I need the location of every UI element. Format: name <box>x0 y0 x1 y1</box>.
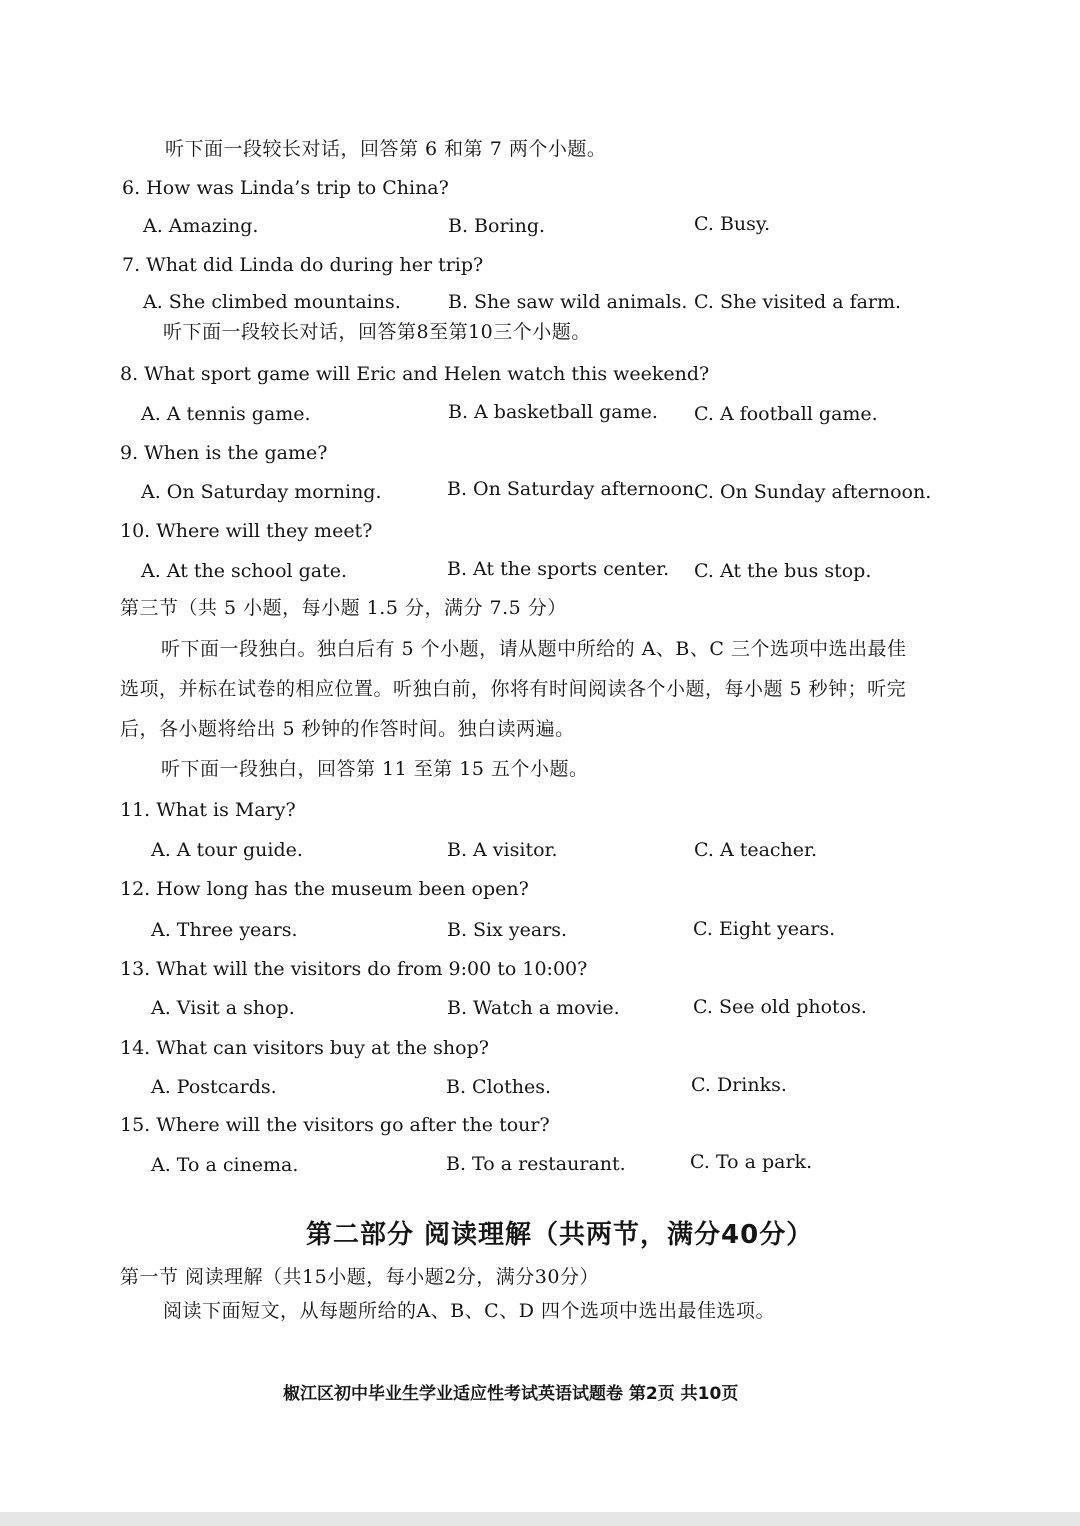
question-15-option-a: A. To a cinema. <box>151 1154 299 1176</box>
part-2-title: 第二部分 阅读理解（共两节，满分40分） <box>306 1220 814 1250</box>
instruction-11-15: 听下面一段独白，回答第 11 至第 15 五个小题。 <box>161 758 589 780</box>
question-6-option-b: B. Boring. <box>448 215 546 237</box>
question-6-stem: 6. How was Linda’s trip to China? <box>122 177 449 199</box>
question-11-option-b: B. A visitor. <box>447 839 558 861</box>
question-9-option-a: A. On Saturday morning. <box>141 481 382 503</box>
question-6-option-a: A. Amazing. <box>143 215 259 237</box>
question-13-option-b: B. Watch a movie. <box>447 997 620 1019</box>
question-15-option-c: C. To a park. <box>690 1151 813 1173</box>
question-11-option-a: A. A tour guide. <box>151 839 303 861</box>
question-10-option-c: C. At the bus stop. <box>694 560 872 582</box>
question-7-option-a: A. She climbed mountains. <box>143 291 401 313</box>
question-10-stem: 10. Where will they meet? <box>120 520 373 542</box>
question-9-option-c: C. On Sunday afternoon. <box>694 481 932 503</box>
question-9-option-b: B. On Saturday afternoon. <box>447 478 701 500</box>
question-13-stem: 13. What will the visitors do from 9:00 to 10:00? <box>120 958 588 980</box>
question-8-option-a: A. A tennis game. <box>141 403 311 425</box>
instruction-6-7: 听下面一段较长对话，回答第 6 和第 7 两个小题。 <box>165 138 607 160</box>
page-bottom-edge <box>0 1512 1080 1526</box>
question-12-stem: 12. How long has the museum been open? <box>120 878 529 900</box>
page-footer: 椒江区初中毕业生学业适应性考试英语试题卷 第2页 共10页 <box>283 1384 739 1404</box>
question-8-stem: 8. What sport game will Eric and Helen watch this weekend? <box>120 363 710 385</box>
question-7-option-c: C. She visited a farm. <box>694 291 902 313</box>
question-13-option-a: A. Visit a shop. <box>151 997 295 1019</box>
part-2-instruction: 阅读下面短文，从每题所给的A、B、C、D 四个选项中选出最佳选项。 <box>163 1300 775 1322</box>
question-7-stem: 7. What did Linda do during her trip? <box>122 254 484 276</box>
question-14-stem: 14. What can visitors buy at the shop? <box>120 1037 489 1059</box>
question-13-option-c: C. See old photos. <box>693 996 867 1018</box>
question-8-option-b: B. A basketball game. <box>448 401 658 423</box>
question-8-option-c: C. A football game. <box>694 403 878 425</box>
question-14-option-a: A. Postcards. <box>151 1076 277 1098</box>
question-7-option-b: B. She saw wild animals. <box>448 291 688 313</box>
question-10-option-b: B. At the sports center. <box>447 558 670 580</box>
question-11-stem: 11. What is Mary? <box>120 799 296 821</box>
section-3-instruction-line-1: 听下面一段独白。独白后有 5 个小题，请从题中所给的 A、B、C 三个选项中选出最佳 <box>161 638 907 660</box>
question-10-option-a: A. At the school gate. <box>141 560 348 582</box>
section-3-title: 第三节（共 5 小题，每小题 1.5 分，满分 7.5 分） <box>120 597 567 619</box>
part-2-section-1-title: 第一节 阅读理解（共15小题，每小题2分，满分30分） <box>120 1266 599 1288</box>
question-14-option-b: B. Clothes. <box>446 1076 552 1098</box>
question-15-stem: 15. Where will the visitors go after the tour? <box>120 1114 550 1136</box>
question-12-option-a: A. Three years. <box>151 919 298 941</box>
section-3-instruction-line-2: 选项，并标在试卷的相应位置。听独白前，你将有时间阅读各个小题，每小题 5 秒钟；听完 <box>120 678 907 700</box>
question-11-option-c: C. A teacher. <box>694 839 818 861</box>
question-15-option-b: B. To a restaurant. <box>446 1153 626 1175</box>
question-12-option-b: B. Six years. <box>447 919 568 941</box>
section-3-instruction-line-3: 后，各小题将给出 5 秒钟的作答时间。独白读两遍。 <box>120 718 575 740</box>
instruction-8-10: 听下面一段较长对话，回答第8至第10三个小题。 <box>163 321 591 343</box>
question-9-stem: 9. When is the game? <box>120 442 328 464</box>
question-12-option-c: C. Eight years. <box>693 918 836 940</box>
question-6-option-c: C. Busy. <box>694 213 771 235</box>
question-14-option-c: C. Drinks. <box>691 1074 787 1096</box>
